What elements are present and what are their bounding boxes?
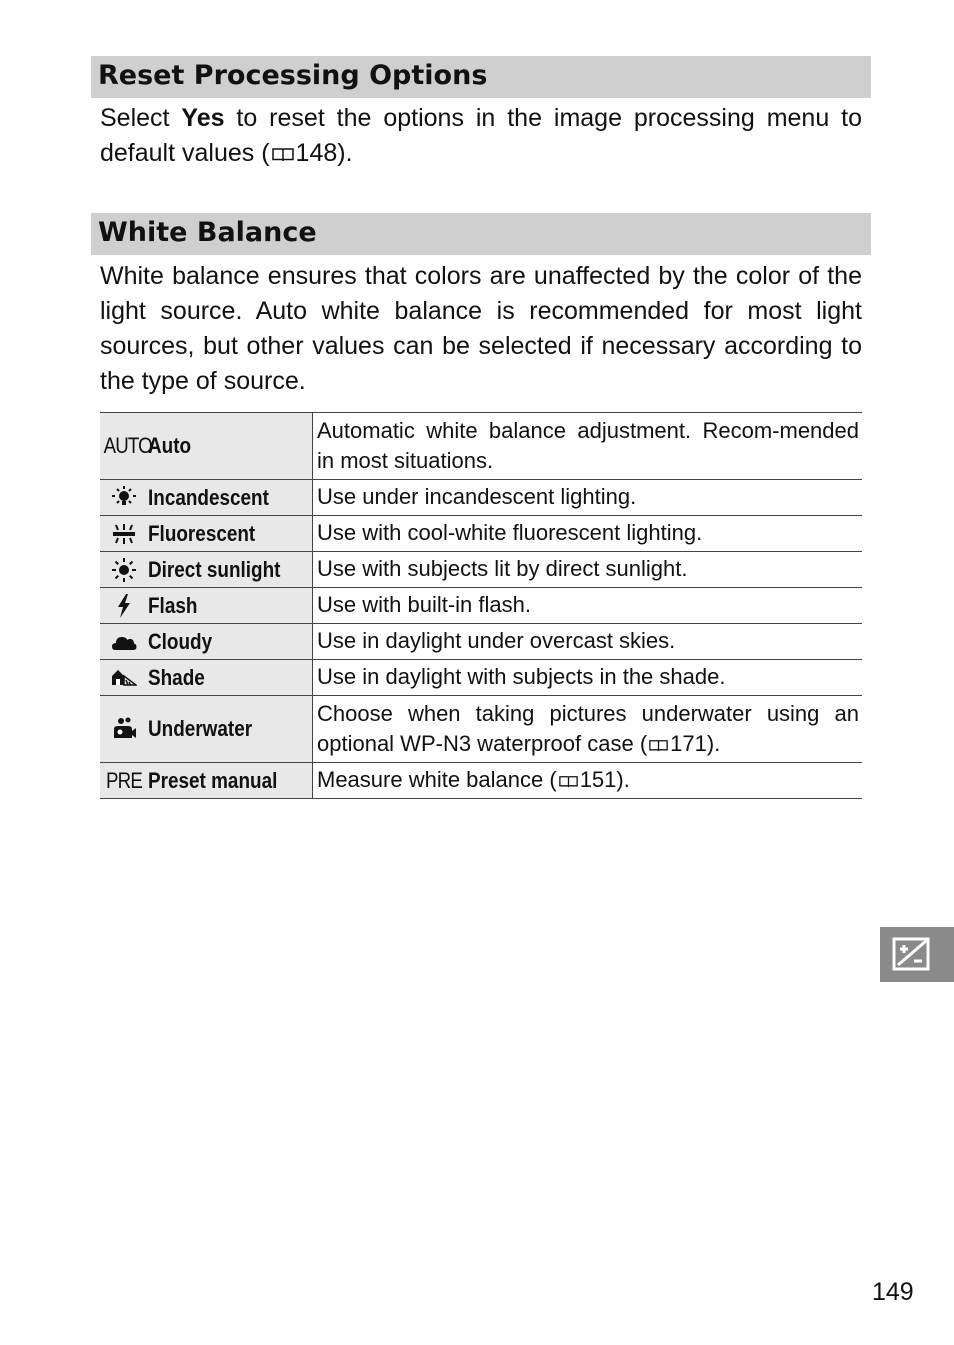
option-name: Flash [148,592,198,618]
option-name: Cloudy [148,628,213,654]
body-text: ). [337,139,353,167]
option-name: Preset manual [148,767,278,793]
page-ref: 171 [670,730,707,756]
option-name: Underwater [148,716,253,741]
option-description: Use with subjects lit by direct sunlight. [313,552,863,588]
cloudy-icon [111,629,137,655]
page-number: 149 [872,1278,914,1306]
flash-icon [111,593,137,619]
option-name: Direct sunlight [148,556,281,582]
table-row [100,480,862,516]
option-description: Use in daylight with subjects in the shade. [313,660,863,696]
table-row [100,763,862,799]
table-row [100,413,862,480]
table-row [100,624,862,660]
option-name: Fluorescent [148,520,256,546]
section-title-white-balance: White Balance [91,213,871,255]
option-description: Automatic white balance adjustment. Recom-mended in most situations. [313,413,863,480]
option-description: Use with cool-white fluorescent lighting. [313,516,863,552]
option-description: Use with built-in flash. [313,588,863,624]
option-description [313,696,863,763]
table-row [100,516,862,552]
auto-symbol: AUTO [103,433,152,458]
page-ref: 148 [295,139,338,167]
reset-processing-body [100,101,862,171]
white-balance-table [100,412,862,799]
description-text: Measure white balance ( [317,767,557,792]
table-row [100,660,862,696]
page-ref: 151 [579,767,617,792]
shade-icon [111,665,137,691]
book-icon [272,147,294,162]
section-title-reset-processing: Reset Processing Options [91,56,871,98]
retouch-menu-icon [892,935,930,973]
underwater-icon [111,716,137,742]
description-text: ). [706,730,721,756]
book-icon [559,775,578,788]
fluorescent-icon [111,521,137,547]
pre-symbol: PRE [106,767,142,793]
white-balance-body: White balance ensures that colors are unaffected by the color of the light source. Auto white balance is recommended for most light sources, but other values can be selected if necessary according to the type of source. [100,262,862,395]
description-text: ). [616,767,630,792]
option-description: Use in daylight under overcast skies. [313,624,863,660]
body-text: to reset the options in the image processing menu to default values ( [100,104,863,167]
yes-option: Yes [181,104,225,132]
direct-sunlight-icon [111,557,137,583]
description-text: Choose when taking pictures underwater using an optional WP-N3 waterproof case ( [317,700,859,756]
option-name: Shade [148,664,205,690]
book-icon [649,739,668,752]
retouch-menu-tab [880,927,954,982]
incandescent-icon [111,485,137,511]
table-row [100,588,862,624]
option-name: Incandescent [148,484,269,510]
body-text: Select [100,104,182,132]
option-description: Use under incandescent lighting. [313,480,863,516]
table-row [100,696,862,763]
option-name: Auto [148,433,192,458]
option-description [313,763,863,799]
table-row [100,552,862,588]
